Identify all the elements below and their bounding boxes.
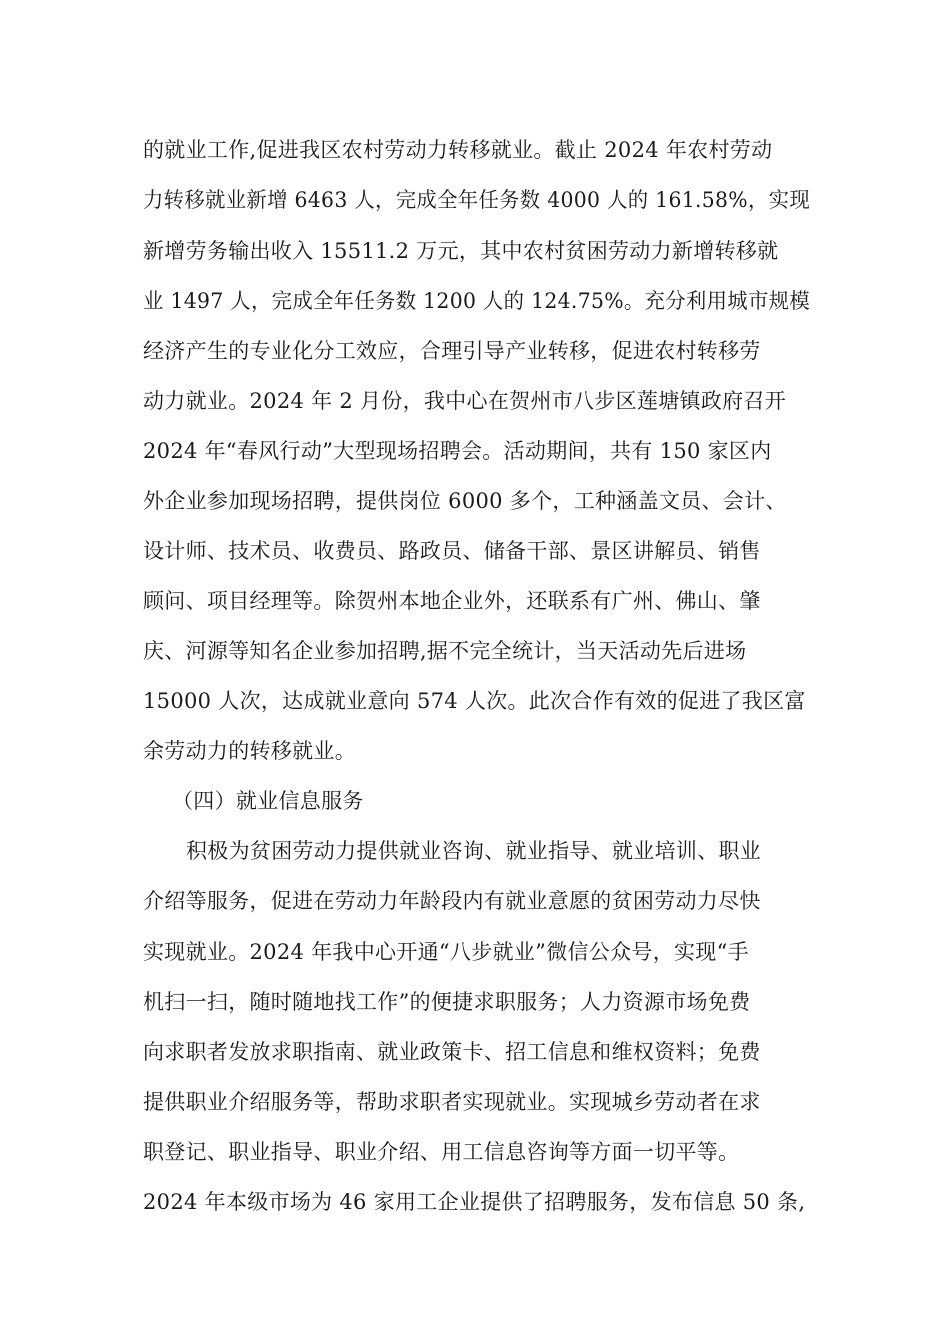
body-text-line: 余劳动力的转移就业。 bbox=[143, 739, 356, 763]
body-text-line: 力转移就业新增 6463 人，完成全年任务数 4000 人的 161.58%，实现 bbox=[143, 188, 811, 212]
body-text-line: 经济产生的专业化分工效应，合理引导产业转移，促进农村转移劳 bbox=[143, 339, 761, 363]
body-text-line: 的就业工作,促进我区农村劳动力转移就业。截止 2024 年农村劳动 bbox=[143, 138, 773, 162]
body-text-line: 外企业参加现场招聘，提供岗位 6000 多个，工种涵盖文员、会计、 bbox=[143, 489, 787, 513]
section-heading: （四）就业信息服务 bbox=[172, 789, 364, 813]
body-text-line: 2024 年本级市场为 46 家用工企业提供了招聘服务，发布信息 50 条, bbox=[143, 1190, 806, 1214]
body-text-line: 职登记、职业指导、职业介绍、用工信息咨询等方面一切平等。 bbox=[143, 1140, 740, 1164]
body-text-line: 设计师、技术员、收费员、路政员、储备干部、景区讲解员、销售 bbox=[143, 539, 761, 563]
body-text-line: 业 1497 人，完成全年任务数 1200 人的 124.75%。充分利用城市规模 bbox=[143, 289, 811, 313]
body-text-line: 介绍等服务，促进在劳动力年龄段内有就业意愿的贫困劳动力尽快 bbox=[143, 889, 761, 913]
body-text-line: 向求职者发放求职指南、就业政策卡、招工信息和维权资料；免费 bbox=[143, 1040, 761, 1064]
body-text-line: 提供职业介绍服务等，帮助求职者实现就业。实现城乡劳动者在求 bbox=[143, 1090, 761, 1114]
body-text-line: 庆、河源等知名企业参加招聘,据不完全统计，当天活动先后进场 bbox=[143, 639, 747, 663]
body-text-line: 15000 人次，达成就业意向 574 人次。此次合作有效的促进了我区富 bbox=[143, 689, 806, 713]
body-text-line: 2024 年“春风行动”大型现场招聘会。活动期间，共有 150 家区内 bbox=[143, 439, 772, 463]
body-text-line: 动力就业。2024 年 2 月份，我中心在贺州市八步区莲塘镇政府召开 bbox=[143, 389, 787, 413]
body-text-line: 顾问、项目经理等。除贺州本地企业外，还联系有广州、佛山、肇 bbox=[143, 589, 761, 613]
body-text-line: 机扫一扫，随时随地找工作”的便捷求职服务；人力资源市场免费 bbox=[143, 990, 751, 1014]
paragraph-first-line: 积极为贫困劳动力提供就业咨询、就业指导、就业培训、职业 bbox=[186, 839, 762, 863]
body-text-line: 新增劳务输出收入 15511.2 万元，其中农村贫困劳动力新增转移就 bbox=[143, 239, 779, 263]
body-text-line: 实现就业。2024 年我中心开通“八步就业”微信公众号，实现“手 bbox=[143, 940, 749, 964]
